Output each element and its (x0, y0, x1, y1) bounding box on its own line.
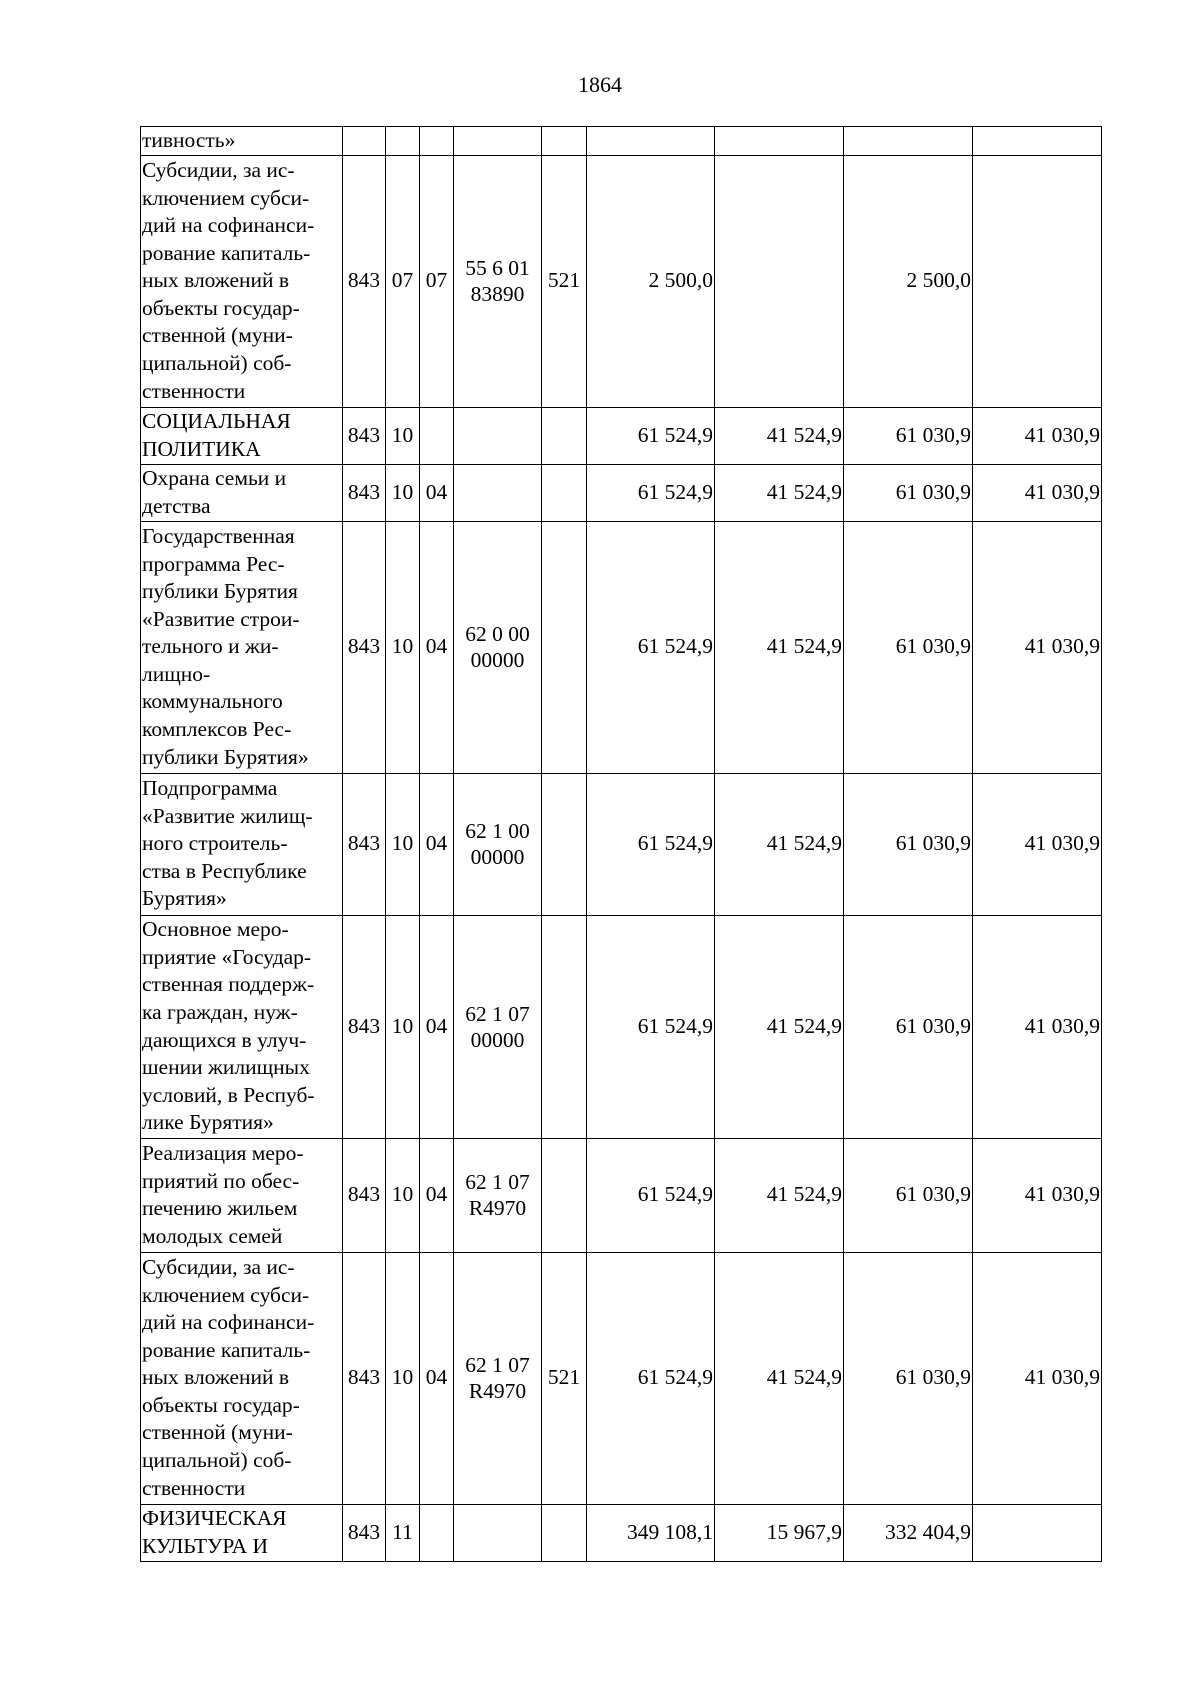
row-name-line: ственная поддерж- (142, 972, 315, 997)
csr-line: R4970 (468, 1196, 527, 1221)
vr-cell: 521 (542, 155, 587, 407)
row-name-cell (141, 464, 343, 521)
row-name-line: тельного и жи- (142, 634, 279, 659)
row-name-line: СОЦИАЛЬНАЯ (142, 409, 291, 433)
csr-cell (454, 521, 542, 773)
row-name-line: ственности (142, 378, 246, 403)
rz-cell: 10 (386, 1252, 420, 1504)
sum-2020-federal-cell: 41 030,9 (973, 1138, 1102, 1252)
sum-2020-cell: 61 030,9 (844, 1138, 973, 1252)
sum-2019-cell: 61 524,9 (587, 773, 715, 915)
pr-cell: 04 (420, 773, 454, 915)
row-name-line: Субсидии, за ис- (142, 157, 295, 182)
sum-2019-federal-cell: 41 524,9 (715, 407, 844, 464)
sum-2020-federal-cell (973, 127, 1102, 156)
ved-cell: 843 (343, 1138, 386, 1252)
sum-2020-federal-cell (973, 1504, 1102, 1561)
ved-cell: 843 (343, 155, 386, 407)
csr-cell (454, 1252, 542, 1504)
row-name-line: коммунального (142, 689, 283, 714)
pr-cell: 07 (420, 155, 454, 407)
pr-cell (420, 127, 454, 156)
ved-cell: 843 (343, 464, 386, 521)
row-name-line: объекты государ- (142, 1392, 300, 1417)
vr-cell: 521 (542, 1252, 587, 1504)
row-name-line: ципальной) соб- (142, 1448, 292, 1473)
row-name-line: ства в Республике (142, 858, 307, 883)
table-row (141, 464, 1102, 521)
pr-cell: 04 (420, 915, 454, 1138)
csr-line: 00000 (470, 648, 525, 673)
rz-cell: 10 (386, 1138, 420, 1252)
row-name-line: дий на софинанси- (142, 1310, 315, 1335)
sum-2020-cell: 2 500,0 (844, 155, 973, 407)
rz-cell: 10 (386, 407, 420, 464)
row-name-line: детства (142, 493, 211, 518)
row-name-cell (141, 1138, 343, 1252)
row-name-line: Государственная (142, 523, 295, 548)
row-name-line: публики Бурятия» (142, 744, 309, 769)
row-name-line: Подпрограмма (142, 776, 278, 801)
row-name-line: ственности (142, 1475, 246, 1500)
rz-cell: 07 (386, 155, 420, 407)
table-row (141, 915, 1102, 1138)
csr-line: 62 1 07 (465, 1170, 530, 1195)
row-name-cell (141, 1252, 343, 1504)
sum-2019-cell: 61 524,9 (587, 464, 715, 521)
vr-cell (542, 127, 587, 156)
row-name-line: лике Бурятия» (142, 1110, 274, 1135)
row-name-line: рование капиталь- (142, 1337, 311, 1362)
vr-cell (542, 407, 587, 464)
csr-cell (454, 773, 542, 915)
row-name-line: Реализация меро- (142, 1140, 304, 1165)
sum-2019-cell: 2 500,0 (587, 155, 715, 407)
ved-cell: 843 (343, 773, 386, 915)
row-name-cell (141, 773, 343, 915)
row-name-line: Бурятия» (142, 886, 227, 911)
ved-cell: 843 (343, 915, 386, 1138)
row-name-line: ных вложений в (142, 1365, 290, 1390)
row-name-line: печению жильем (142, 1196, 298, 1221)
sum-2019-federal-cell: 41 524,9 (715, 1252, 844, 1504)
pr-cell: 04 (420, 464, 454, 521)
row-name-line: ка граждан, нуж- (142, 1000, 298, 1024)
sum-2020-cell: 61 030,9 (844, 464, 973, 521)
rz-cell: 10 (386, 773, 420, 915)
ved-cell: 843 (343, 1252, 386, 1504)
pr-cell (420, 1504, 454, 1561)
sum-2019-federal-cell: 41 524,9 (715, 1138, 844, 1252)
row-name-cell (141, 155, 343, 407)
csr-line: 00000 (470, 1027, 525, 1052)
sum-2020-federal-cell: 41 030,9 (973, 464, 1102, 521)
sum-2020-federal-cell (973, 155, 1102, 407)
sum-2020-federal-cell: 41 030,9 (973, 521, 1102, 773)
table-row (141, 407, 1102, 464)
row-name-cell (141, 1504, 343, 1561)
pr-cell (420, 407, 454, 464)
sum-2020-federal-cell: 41 030,9 (973, 915, 1102, 1138)
rz-cell: 10 (386, 915, 420, 1138)
csr-line: 62 0 00 (465, 622, 530, 647)
csr-line: 55 6 01 (465, 256, 530, 281)
row-name-cell (141, 407, 343, 464)
pr-cell: 04 (420, 1138, 454, 1252)
row-name-line: ключением субси- (142, 1282, 310, 1307)
row-name-line: ПОЛИТИКА (142, 436, 261, 461)
row-name-line: Охрана семьи и (142, 466, 287, 490)
rz-cell: 11 (386, 1504, 420, 1561)
rz-cell: 10 (386, 521, 420, 773)
row-name-line: ципальной) соб- (142, 351, 292, 376)
csr-cell (454, 1138, 542, 1252)
rz-cell (386, 127, 420, 156)
csr-cell (454, 407, 542, 464)
row-name-line: шении жилищных (142, 1055, 310, 1080)
row-name-line: объекты государ- (142, 295, 300, 320)
sum-2020-federal-cell: 41 030,9 (973, 1252, 1102, 1504)
sum-2020-cell: 61 030,9 (844, 915, 973, 1138)
row-name-line: «Развитие строи- (142, 606, 300, 631)
row-name-line: ного строитель- (142, 831, 288, 856)
sum-2019-federal-cell (715, 155, 844, 407)
sum-2019-cell (587, 127, 715, 156)
sum-2019-cell: 349 108,1 (587, 1504, 715, 1561)
table-row (141, 773, 1102, 915)
page-number: 1864 (578, 72, 622, 97)
row-name-cell (141, 127, 343, 156)
sum-2019-federal-cell: 41 524,9 (715, 464, 844, 521)
csr-cell (454, 1504, 542, 1561)
row-name-line: приятий по обес- (142, 1168, 300, 1193)
ved-cell: 843 (343, 407, 386, 464)
row-name-line: публики Бурятия (142, 579, 298, 604)
sum-2019-cell: 61 524,9 (587, 915, 715, 1138)
vr-cell (542, 773, 587, 915)
sum-2020-cell: 61 030,9 (844, 1252, 973, 1504)
sum-2019-cell: 61 524,9 (587, 407, 715, 464)
row-name-line: программа Рес- (142, 551, 285, 576)
row-name-line: КУЛЬТУРА И (142, 1533, 269, 1558)
sum-2020-cell: 332 404,9 (844, 1504, 973, 1561)
row-name-line: рование капиталь- (142, 240, 311, 265)
table-row (141, 155, 1102, 407)
row-name-line: ственной (муни- (142, 323, 293, 348)
sum-2019-cell: 61 524,9 (587, 1138, 715, 1252)
sum-2019-federal-cell: 41 524,9 (715, 773, 844, 915)
vr-cell (542, 464, 587, 521)
sum-2019-cell: 61 524,9 (587, 521, 715, 773)
csr-cell (454, 464, 542, 521)
ved-cell: 843 (343, 521, 386, 773)
row-name-line: ственной (муни- (142, 1420, 293, 1445)
table-row (141, 521, 1102, 773)
row-name-line: ФИЗИЧЕСКАЯ (142, 1506, 287, 1530)
row-name-line: Субсидии, за ис- (142, 1254, 295, 1279)
row-name-line: условий, в Респуб- (142, 1082, 315, 1107)
sum-2020-cell (844, 127, 973, 156)
vr-cell (542, 521, 587, 773)
row-name-cell (141, 521, 343, 773)
rz-cell: 10 (386, 464, 420, 521)
row-name-line: Основное меро- (142, 917, 289, 942)
csr-cell (454, 155, 542, 407)
sum-2020-cell: 61 030,9 (844, 407, 973, 464)
row-name-line: «Развитие жилищ- (142, 803, 313, 828)
ved-cell (343, 127, 386, 156)
ved-cell: 843 (343, 1504, 386, 1561)
row-name-line: лищно- (142, 661, 211, 686)
table-row (141, 127, 1102, 156)
row-name-line: ключением субси- (142, 185, 310, 210)
row-name-line: комплексов Рес- (142, 717, 292, 742)
budget-table (140, 126, 1102, 1562)
csr-line: R4970 (468, 1379, 527, 1404)
table-row (141, 1504, 1102, 1561)
sum-2019-federal-cell: 15 967,9 (715, 1504, 844, 1561)
vr-cell (542, 1138, 587, 1252)
csr-line: 62 1 00 (465, 819, 530, 844)
table-row (141, 1138, 1102, 1252)
row-name-line: молодых семей (142, 1223, 283, 1248)
sum-2020-federal-cell: 41 030,9 (973, 407, 1102, 464)
row-name-cell (141, 915, 343, 1138)
sum-2020-cell: 61 030,9 (844, 521, 973, 773)
sum-2020-federal-cell: 41 030,9 (973, 773, 1102, 915)
csr-line: 83890 (470, 282, 525, 307)
table-row (141, 1252, 1102, 1504)
csr-line: 62 1 07 (465, 1353, 530, 1378)
csr-cell (454, 127, 542, 156)
pr-cell: 04 (420, 1252, 454, 1504)
row-name-line: дающихся в улуч- (142, 1027, 307, 1052)
sum-2019-cell: 61 524,9 (587, 1252, 715, 1504)
row-name-line: тивность» (142, 128, 236, 152)
sum-2019-federal-cell: 41 524,9 (715, 521, 844, 773)
vr-cell (542, 1504, 587, 1561)
pr-cell: 04 (420, 521, 454, 773)
csr-cell (454, 915, 542, 1138)
csr-line: 00000 (470, 845, 525, 870)
row-name-line: дий на софинанси- (142, 213, 315, 238)
vr-cell (542, 915, 587, 1138)
sum-2019-federal-cell: 41 524,9 (715, 915, 844, 1138)
csr-line: 62 1 07 (465, 1001, 530, 1026)
row-name-line: приятие «Государ- (142, 944, 312, 969)
sum-2020-cell: 61 030,9 (844, 773, 973, 915)
row-name-line: ных вложений в (142, 268, 290, 293)
sum-2019-federal-cell (715, 127, 844, 156)
